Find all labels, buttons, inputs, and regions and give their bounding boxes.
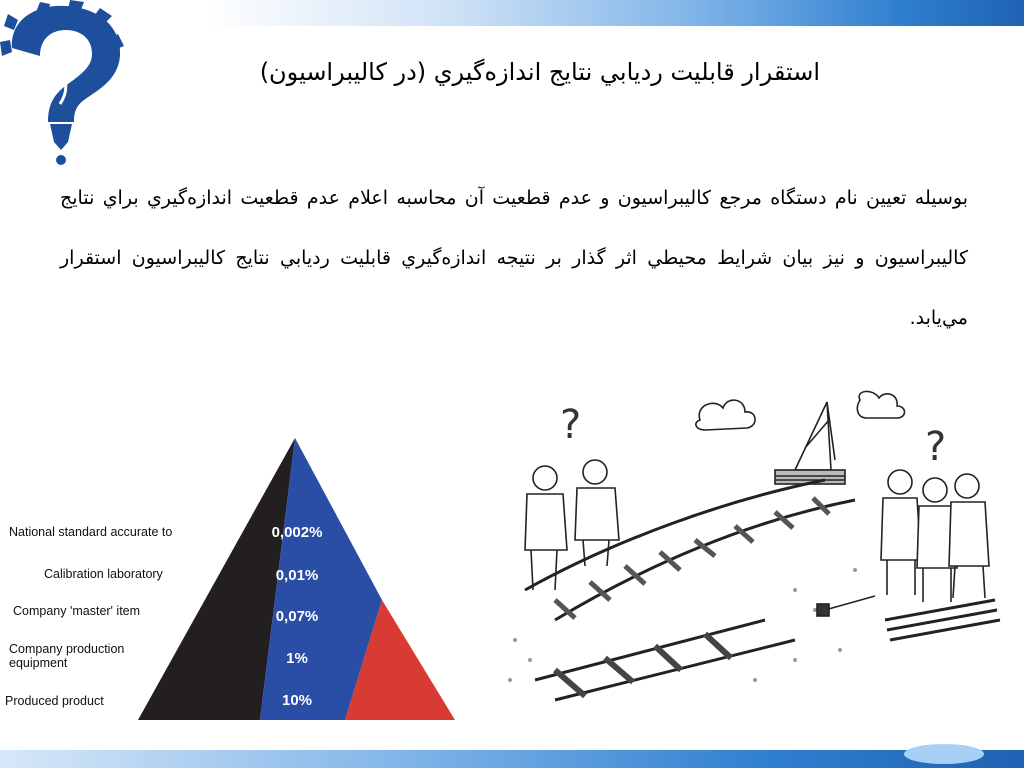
pyramid-label-produced-product: Produced product — [5, 694, 104, 708]
pyramid-value-calibration-lab: 0,01% — [275, 567, 319, 584]
slide-title: استقرار قابليت ردیابي نتايج اندازه‌گيري (در کاليبراسيون) — [259, 58, 820, 86]
pyramid-value-produced-product: 10% — [281, 692, 313, 709]
pyramid-label-national: National standard accurate to — [9, 525, 173, 539]
body-paragraph: بوسيله تعيين نام دستگاه مرجع کاليبراسيون و عدم قطعيت آن محاسبه اعلام عدم قطعيت اندازه‌گيري براي نتايج کاليبراسيون و نيز بيان شرايط محيطي اثر گذار بر نتيجه اندازه‌گيري قابليت ردیابي نتايج کاليبراسيون استقرار مي‌يابد. — [60, 187, 968, 329]
question-mark-gear-icon — [0, 0, 124, 165]
footer-gradient-band — [0, 750, 1024, 768]
svg-text:?: ? — [925, 424, 947, 470]
traceability-pyramid — [0, 430, 470, 730]
pyramid-label-master-item: Company 'master' item — [13, 604, 141, 618]
pyramid-label-production-equipment: Company production equipment — [9, 642, 125, 670]
pyramid-label-calibration-lab: Calibration laboratory — [44, 567, 163, 581]
pyramid-value-master-item: 0,07% — [275, 608, 319, 625]
footer-swoosh — [904, 744, 984, 764]
pyramid-value-production-equipment: 1% — [286, 650, 308, 667]
railway-workers-cartoon — [495, 390, 1020, 705]
svg-text:?: ? — [560, 402, 582, 448]
pyramid-value-national: 0,002% — [271, 524, 323, 541]
header-gradient-band — [205, 0, 1024, 26]
logo — [0, 0, 130, 165]
